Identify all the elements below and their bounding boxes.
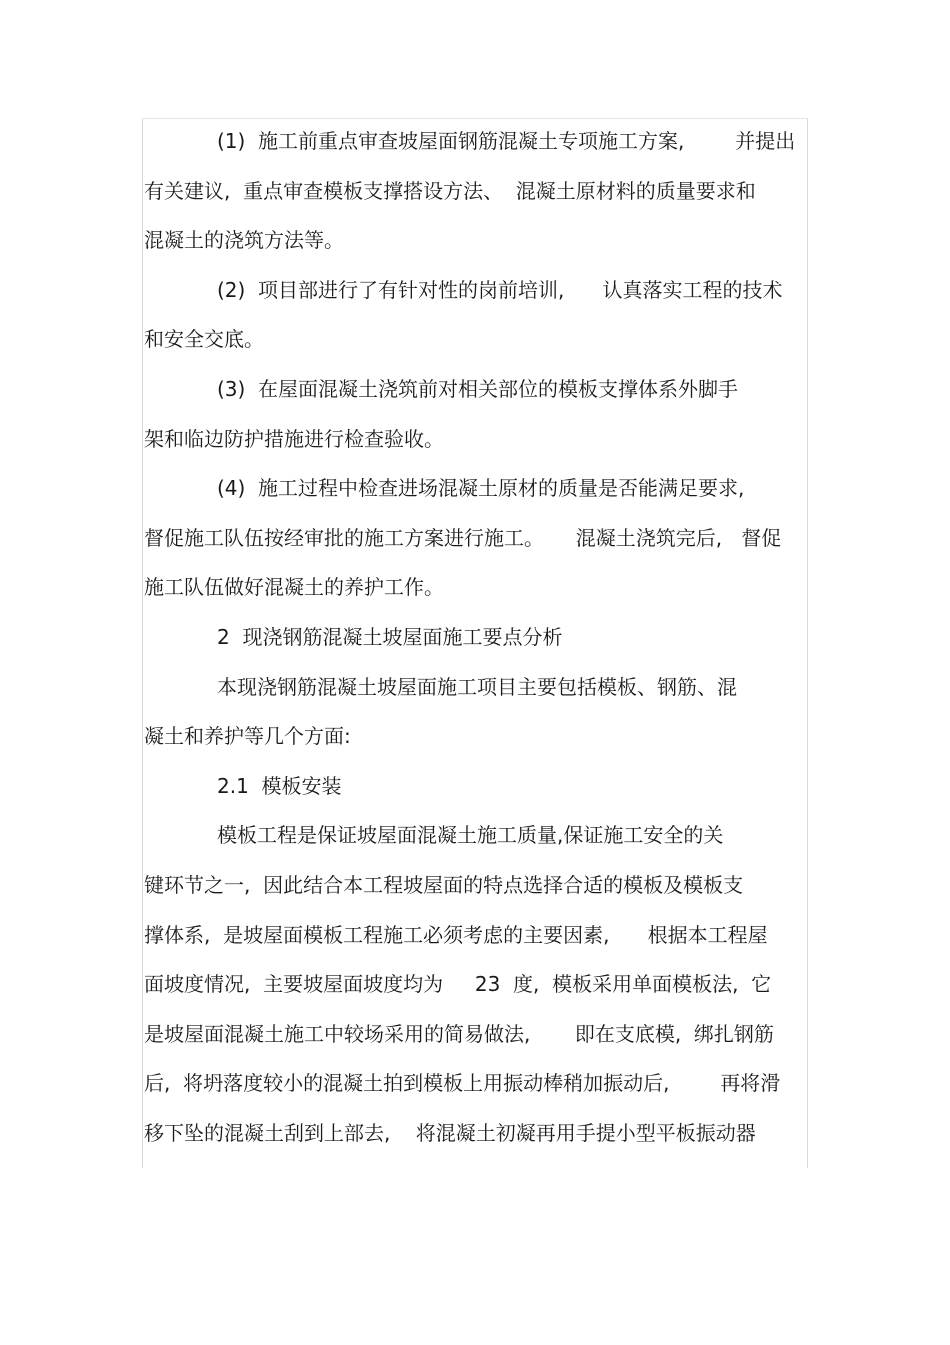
paragraph-6-line-4: 面坡度情况, 主要坡屋面坡度均为 23 度, 模板采用单面模板法, 它 [144,972,772,997]
paragraph-1-line-2: 有关建议, 重点审查模板支撑搭设方法、 混凝土原材料的质量要求和 [144,178,756,203]
paragraph-4-line-3: 施工队伍做好混凝土的养护工作。 [144,575,444,600]
paragraph-2-line-2: 和安全交底。 [144,327,264,352]
paragraph-5-line-1: 本现浇钢筋混凝土坡屋面施工项目主要包括模板、钢筋、混 [217,674,737,699]
paragraph-6-line-5: 是坡屋面混凝土施工中较场采用的简易做法, 即在支底模, 绑扎钢筋 [144,1021,774,1046]
paragraph-4-line-2: 督促施工队伍按经审批的施工方案进行施工。 混凝土浇筑完后, 督促 [144,525,782,550]
paragraph-6-line-3: 撑体系, 是坡屋面模板工程施工必须考虑的主要因素, 根据本工程屋 [144,922,768,947]
paragraph-6-line-1: 模板工程是保证坡屋面混凝土施工质量,保证施工安全的关 [217,823,724,848]
paragraph-6-line-7: 移下坠的混凝土刮到上部去, 将混凝土初凝再用手提小型平板振动器 [144,1120,756,1145]
section-heading-2-1: 2.1 模板安装 [217,773,342,798]
paragraph-3-line-2: 架和临边防护措施进行检查验收。 [144,426,444,451]
paragraph-6-line-6: 后, 将坍落度较小的混凝土拍到模板上用振动棒稍加振动后, 再将滑 [144,1071,781,1096]
paragraph-1-line-3: 混凝土的浇筑方法等。 [144,228,344,253]
paragraph-1-line-1: (1) 施工前重点审查坡屋面钢筋混凝土专项施工方案, 并提出 [217,129,796,153]
paragraph-5-line-2: 凝土和养护等几个方面: [144,724,351,749]
document-body [144,117,806,1158]
section-heading-2: 2 现浇钢筋混凝土坡屋面施工要点分析 [217,624,563,649]
paragraph-2-line-1: (2) 项目部进行了有针对性的岗前培训, 认真落实工程的技术 [217,277,783,302]
paragraph-3-line-1: (3) 在屋面混凝土浇筑前对相关部位的模板支撑体系外脚手 [217,376,739,401]
paragraph-4-line-1: (4) 施工过程中检查进场混凝土原材的质量是否能满足要求, [217,476,745,501]
paragraph-6-line-2: 键环节之一, 因此结合本工程坡屋面的特点选择合适的模板及模板支 [144,872,744,897]
